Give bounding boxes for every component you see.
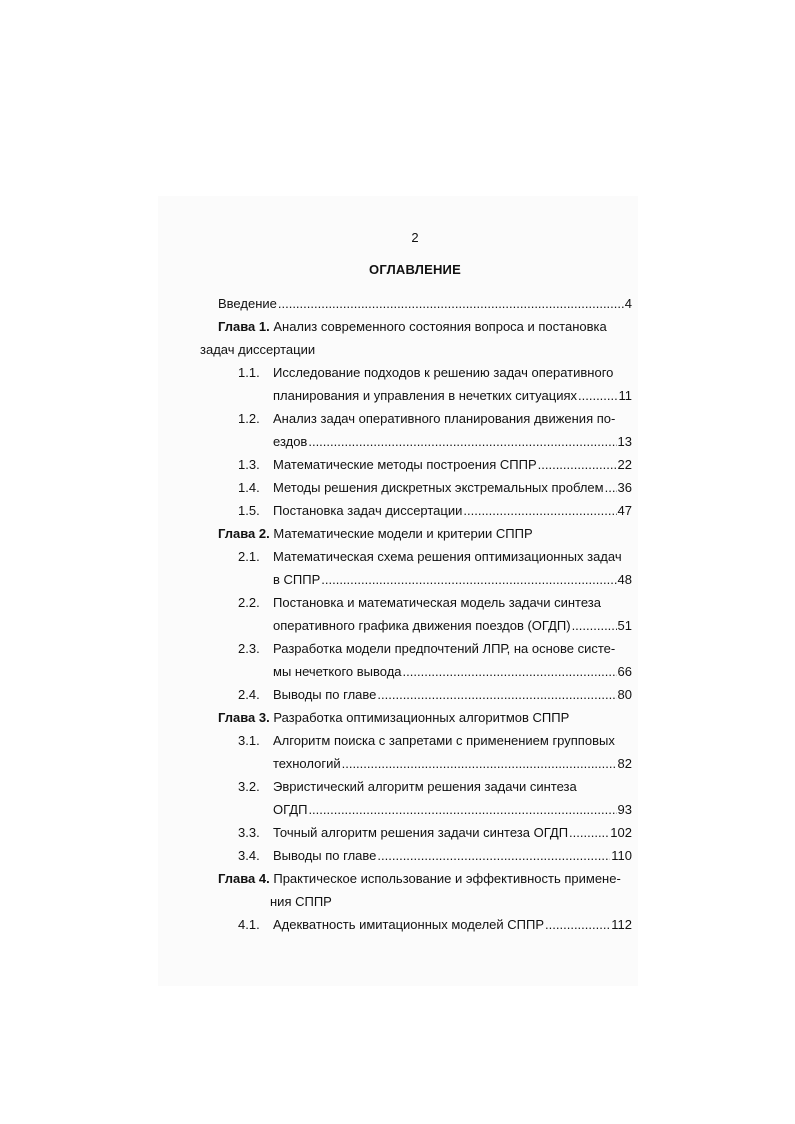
section-title: Разработка модели предпочтений ЛПР, на основе систе- — [273, 641, 616, 656]
chapter-title: Анализ современного состояния вопроса и постановка — [273, 319, 607, 334]
dot-leader — [377, 844, 610, 867]
entry-page: 4 — [624, 296, 632, 311]
toc-section-3-1[interactable] — [200, 729, 632, 775]
toc-heading: ОГЛАВЛЕНИЕ — [369, 262, 461, 277]
section-page: 112 — [611, 917, 632, 932]
section-title: Точный алгоритм решения задачи синтеза ОГДП — [273, 825, 569, 840]
section-number: 1.1. — [238, 365, 260, 380]
page-number: 2 — [411, 230, 419, 245]
section-title-cont: планирования и управления в нечетких ситуациях — [273, 388, 578, 403]
section-page: 82 — [617, 756, 632, 771]
section-number: 1.2. — [238, 411, 260, 426]
dot-leader — [308, 430, 616, 453]
toc-section-1-2[interactable] — [200, 407, 632, 453]
section-title-cont: в СППР — [273, 572, 321, 587]
table-of-contents — [200, 292, 632, 936]
chapter-title: Практическое использование и эффективность примене- — [273, 871, 621, 886]
dot-leader — [377, 683, 616, 706]
section-number: 3.4. — [238, 848, 260, 863]
section-title-cont: оперативного графика движения поездов (ОГДП) — [273, 618, 571, 633]
dot-leader — [572, 614, 617, 637]
dot-leader — [545, 913, 610, 936]
chapter-title: Математические модели и критерии СППР — [273, 526, 533, 541]
toc-section-3-3[interactable] — [200, 821, 632, 844]
dot-leader — [605, 476, 617, 499]
section-page: 36 — [617, 480, 632, 495]
section-title: Эвристический алгоритм решения задачи синтеза — [273, 779, 577, 794]
dot-leader — [342, 752, 617, 775]
section-number: 3.3. — [238, 825, 260, 840]
dot-leader — [278, 292, 624, 315]
chapter-title-cont: ния СППР — [270, 894, 332, 909]
section-page: 110 — [611, 848, 632, 863]
section-title: Методы решения дискретных экстремальных проблем — [273, 480, 604, 495]
dot-leader — [569, 821, 609, 844]
section-title: Исследование подходов к решению задач оперативного — [273, 365, 614, 380]
toc-section-1-4[interactable] — [200, 476, 632, 499]
section-page: 22 — [617, 457, 632, 472]
section-title: Постановка задач диссертации — [273, 503, 463, 518]
chapter-number: Глава 2. — [218, 526, 270, 541]
section-title-cont: технологий — [273, 756, 341, 771]
dot-leader — [538, 453, 617, 476]
toc-chapter-1[interactable] — [200, 315, 632, 361]
toc-chapter-2[interactable] — [200, 522, 632, 545]
section-title-cont: ОГДП — [273, 802, 308, 817]
section-number: 3.1. — [238, 733, 260, 748]
toc-section-2-1[interactable] — [200, 545, 632, 591]
section-title: Постановка и математическая модель задачи синтеза — [273, 595, 601, 610]
section-number: 1.3. — [238, 457, 260, 472]
section-page: 66 — [617, 664, 632, 679]
toc-section-2-3[interactable] — [200, 637, 632, 683]
toc-section-2-2[interactable] — [200, 591, 632, 637]
dot-leader — [321, 568, 616, 591]
toc-section-1-1[interactable] — [200, 361, 632, 407]
chapter-title: Разработка оптимизационных алгоритмов СППР — [273, 710, 570, 725]
dot-leader — [403, 660, 617, 683]
dot-leader — [578, 384, 617, 407]
section-page: 11 — [618, 388, 632, 403]
toc-section-3-2[interactable] — [200, 775, 632, 821]
section-page: 48 — [617, 572, 632, 587]
toc-chapter-3[interactable] — [200, 706, 632, 729]
chapter-number: Глава 3. — [218, 710, 270, 725]
toc-entry-intro[interactable] — [200, 292, 632, 315]
section-title: Адекватность имитационных моделей СППР — [273, 917, 545, 932]
section-page: 51 — [617, 618, 632, 633]
section-page: 93 — [617, 802, 632, 817]
toc-section-4-1[interactable] — [200, 913, 632, 936]
toc-section-1-5[interactable] — [200, 499, 632, 522]
section-number: 2.2. — [238, 595, 260, 610]
entry-title: Введение — [218, 296, 277, 311]
section-title-cont: ездов — [273, 434, 308, 449]
chapter-number: Глава 4. — [218, 871, 270, 886]
section-number: 2.1. — [238, 549, 260, 564]
section-number: 2.4. — [238, 687, 260, 702]
section-number: 1.5. — [238, 503, 260, 518]
section-page: 47 — [617, 503, 632, 518]
section-number: 3.2. — [238, 779, 260, 794]
section-title: Математическая схема решения оптимизационных задач — [273, 549, 622, 564]
chapter-title-cont: задач диссертации — [200, 342, 316, 357]
section-page: 102 — [610, 825, 632, 840]
toc-chapter-4[interactable] — [200, 867, 632, 913]
section-number: 4.1. — [238, 917, 260, 932]
section-page: 13 — [617, 434, 632, 449]
chapter-number: Глава 1. — [218, 319, 270, 334]
dot-leader — [308, 798, 616, 821]
section-title: Математические методы построения СППР — [273, 457, 537, 472]
section-number: 1.4. — [238, 480, 260, 495]
section-number: 2.3. — [238, 641, 260, 656]
toc-section-2-4[interactable] — [200, 683, 632, 706]
section-title: Выводы по главе — [273, 687, 377, 702]
section-title: Выводы по главе — [273, 848, 377, 863]
toc-section-1-3[interactable] — [200, 453, 632, 476]
section-title: Анализ задач оперативного планирования движения по- — [273, 411, 616, 426]
section-page: 80 — [617, 687, 632, 702]
dot-leader — [463, 499, 616, 522]
section-title: Алгоритм поиска с запретами с применением групповых — [273, 733, 615, 748]
toc-section-3-4[interactable] — [200, 844, 632, 867]
section-title-cont: мы нечеткого вывода — [273, 664, 402, 679]
